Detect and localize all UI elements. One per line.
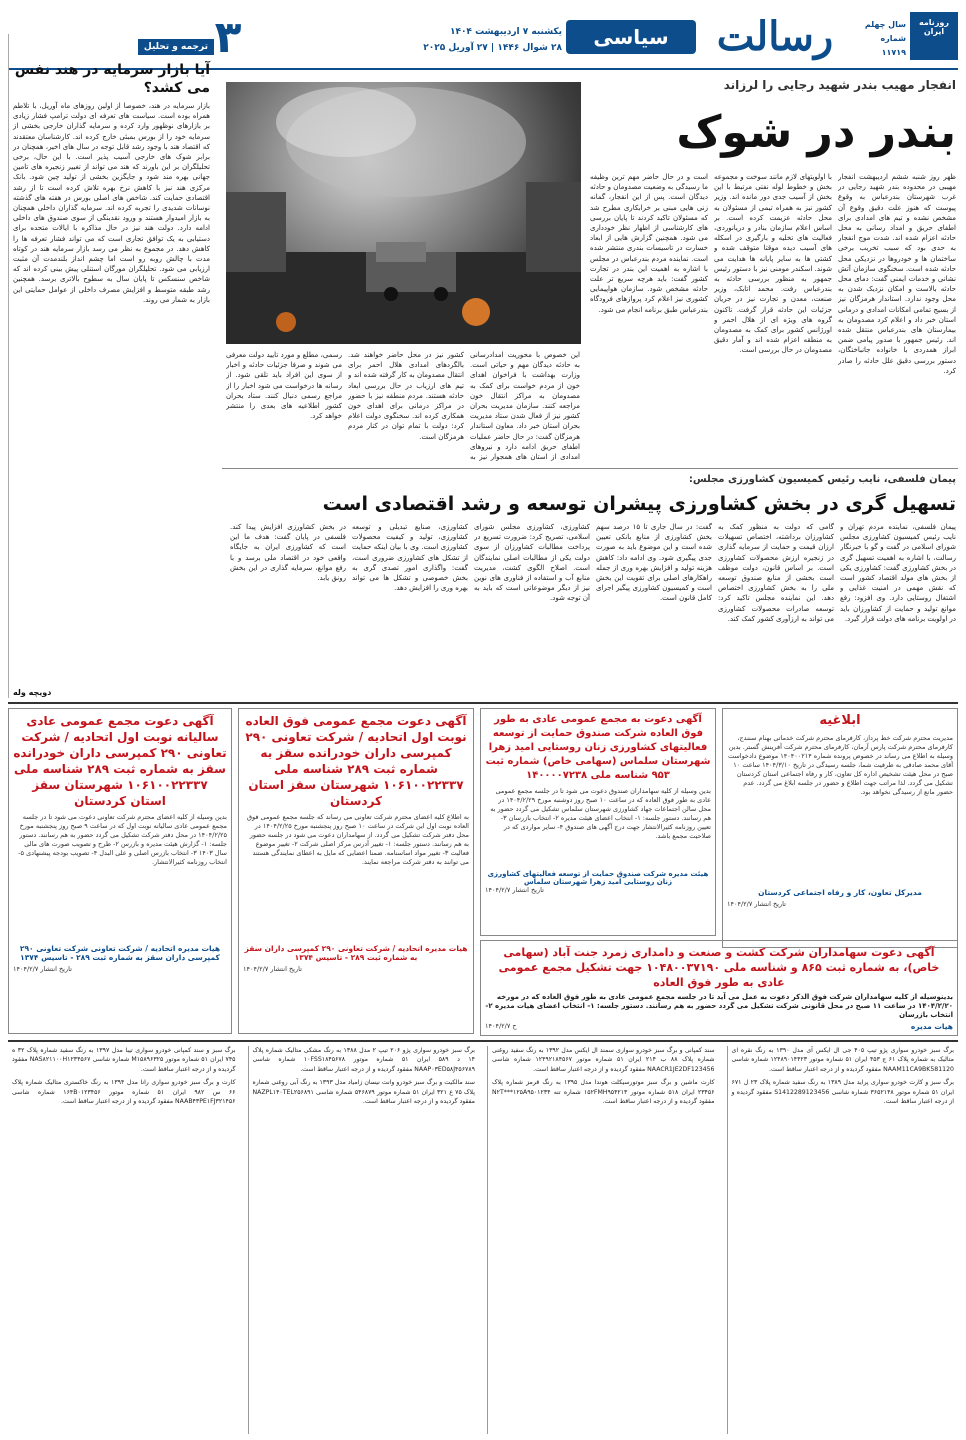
- lead-column-4: این خصوص با محوریت امدادرسانی به حادثه دیدگان مهم و حیاتی است. وزارت بهداشت با فراخوان اهدای خون از مردم خواست برای کمک به مصدومان به مراکز انتقال خون مراجعه کنند. سازمان مدیریت بحران کشور نیز از فعال شدن ستاد مدیریت بحران استان خبر داد. معاون استاندار هرمزگان گفت: در حال حاضر عملیات اطفای حریق ادامه دارد و نیروهای امدادی از استان های همجوار نیز به: [470, 351, 580, 462]
- section-label: سیاسی: [566, 20, 696, 54]
- ad-zomorrod-title: آگهی دعوت سهامداران شرکت کشت و صنعت و دامداری زمرد جنت آباد (سهامی خاص)، به شماره ثبت ۸۶۵ و شناسه ملی ۱۰۴۸۰۰۳۷۱۹۰ جهت تشکیل مجمع عمومی عادی به طور فوق العاده: [498, 946, 940, 989]
- agri-column-5: کشاورزی، صنایع تبدیلی و توسعه کشاورزی، تولید و کیفیت محصولات کشاورزی است. وی با بیان اینکه حمایت از تشکل های کشاورزی ضروری است، گفت: واگذاری امور تصدی گری به بخش خصوصی و تشکل ها می تواند بهره وری را افزایش دهد.: [352, 523, 468, 593]
- classified-column: [248, 1046, 480, 1434]
- explosion-photo-illustration: [226, 82, 581, 344]
- ad-saqqez-ex-date: تاریخ انتشار ۱۴۰۴/۲/۷: [243, 965, 302, 973]
- agri-column-2: گامی که دولت به منظور کمک به کشاورزان برداشته، اختصاص تسهیلات ارزان قیمت و حمایت از سرمایه گذاری در زنجیره ارزش محصولات کشاورزی است. بر اساس قانون، دولت موظف است بخشی از منابع صندوق توسعه ملی را به بخش کشاورزی اختصاص دهد. این نماینده مجلس تاکید کرد: توسعه صادرات محصولات کشاورزی می تواند به ارزآوری کشور کمک کند.: [718, 523, 834, 623]
- ad-notice-body: مدیریت محترم شرکت خط پرداز، کارفرمای محترم شرکت خدماتی بهنام سنندج، کارفرمای محترم شرکت پارس آرمان، کارفرمای محترم شرکت آفرینش گستر. بدین وسیله به اطلاع می رساند در خصوص پرونده شماره ۱۴۰۴۰۰۲۱۴ موضوع دادخواست آقای محمد صادقی به طرفیت شما، جلسه رسیدگی در تاریخ ۱۴۰۴/۳/۱۰ ساعت ۱۰ صبح در محل هیئت تشخیص اداره کل تعاون، کار و رفاه اجتماعی استان کردستان تشکیل می گردد. لذا مراتب جهت اطلاع و حضور در جلسه ابلاغ می گردد. عدم حضور مانع از رسیدگی نخواهد بود.: [727, 734, 953, 796]
- classified-item: برگ سبز خودرو سواری پژو تیپ ۴۰۵ جی ال ایکس آی مدل ۱۳۹۰ به رنگ نقره ای متالیک به شماره پلاک ۶۱ ج ۴۵۳ ایران ۵۱ شماره موتور ۱۲۴۸۹۰۱۴۴۲۳ شماره شاسی NAAM11CA9BK581120 مفقود گردیده و از درجه اعتبار ساقط است.: [731, 1047, 954, 1073]
- ad-saqqez-an-sign: هیات مدیره اتحادیه / شرکت تعاونی شرکت تعاونی ۲۹۰ کمپرسی داران سقز به شماره ثبت ۲۸۹ - تاسیس ۱۳۷۴: [19, 944, 221, 962]
- classified-item: برگ سبز و کارت خودرو سواری پراید مدل ۱۳۸۹ به رنگ سفید شماره پلاک ۲۳ ل ۶۷۱ ایران ۵۱ شماره موتور ۳۶۵۲۱۴۸ شماره شاسی S1412289123456 مفقود گردیده و از درجه اعتبار ساقط است.: [731, 1079, 954, 1106]
- tagline-2: ایران: [923, 27, 945, 36]
- lead-column-2: با اولویتهای لازم مانند سوخت و مجموعه بخش و خطوط لوله نفتی مرتبط با این بخش از آسیب جدی دور مانده اند. وزیر کشور نیز به همراه تیمی از مسئولان به محل حادثه عزیمت کرده است. بر اساس اعلام سازمان بنادر و دریانوردی، فعالیت های تخلیه و بارگیری در اسکله های آسیب دیده موقتا متوقف شده و کشتی ها به سایر پایانه ها هدایت می شوند. اسکندر مومنی نیز با دستور رئیس جمهور به منظور بررسی حادثه به بندرعباس رفت. محمد اتابک، وزیر صنعت، معدن و تجارت نیز در جریان جزئیات این حادثه قرار گرفت. تاکنون گروه های ویژه ای از هلال احمر و اورژانس کشور برای کمک به مصدومان به منطقه اعزام شده اند و آمار دقیق مصدومان در حال بررسی است.: [714, 173, 832, 355]
- agri-column-4: کشاورزی، کشاورزی مجلس شورای اسلامی، تصریح کرد: ضرورت تسریع در پرداخت مطالبات کشاورزان از سوی دولت یکی از مطالبات اصلی نمایندگان است. اصلاح الگوی کشت، مدیریت منابع آب و استفاده از فناوری های نوین نیز از دیگر موضوعاتی است که باید به آن توجه شود.: [474, 523, 590, 603]
- sidebar-label: ترجمه و تحلیل: [138, 39, 214, 55]
- ad-saqqez-extraordinary: [238, 708, 474, 1034]
- lead-column-3: است و در حال حاضر مهم ترین وظیفه ما رسیدگی به وضعیت مصدومان و حادثه دیدگان است. پس از این انفجار، گمانه زنی هایی مبنی بر خرابکاری مطرح شد که مسئولان تاکید کردند تا پایان بررسی های کارشناسی از اظهار نظر خودداری می شود. همچنین گزارش هایی از ابعاد خسارت در تاسیسات بندری منتشر شده است. نماینده مردم بندرعباس در مجلس با اشاره به اهمیت این بندر در تجارت کشور گفت: باید هرچه سریع تر علت حادثه مشخص شود. سازمان هواپیمایی کشوری نیز اعلام کرد پروازهای فرودگاه بندرعباس طبق برنامه انجام می شود.: [590, 173, 708, 314]
- classified-item: کارت ماشین و برگ سبز موتورسیکلت هوندا مدل ۱۳۹۵ به رنگ قرمز شماره پلاک ۲۳۴۵۶ ایران ۵۱۸ شماره موتور ۱۵۲FMH۹۵۴۲۱۳ شماره تنه N۲T***۱۲۵A۹۵۰۱۲۳۴ مفقود گردیده و از درجه اعتبار ساقط است.: [492, 1079, 715, 1106]
- ad-notice-date: تاریخ انتشار ۱۴۰۴/۲/۷: [727, 900, 786, 908]
- sidebar-headline: آیا بازار سرمایه در هند نفس می کشد؟: [14, 62, 210, 96]
- classifieds-grid: [8, 1046, 958, 1434]
- tagline-1: روزنامه: [919, 18, 949, 27]
- lead-column-6: رسمی، مطلع و مورد تایید دولت معرفی می شوند و صرفا جزئیات حادثه و اخبار از سوی این افراد باید تلقی شود. از رسانه ها درخواست می شود اخبار را از مراجع رسمی دنبال کنند. ستاد بحران کشور اطلاعیه های بعدی را منتشر خواهد کرد.: [226, 351, 342, 421]
- classified-column: [727, 1046, 959, 1434]
- divider: [222, 468, 958, 469]
- ad-notice: [722, 708, 958, 948]
- ad-salmas-date: تاریخ انتشار ۱۴۰۴/۲/۷: [485, 886, 544, 894]
- lead-column-1: ظهر روز شنبه ششم اردیبهشت انفجار مهیبی در محدوده بندر شهید رجایی در غرب شهرستان بندرعباس به وقوع پیوست که هنوز علت دقیق وقوع آن مشخص نشده و تیم های امدادی برای اطفای حریق و امداد رسانی به محل حادثه اعزام شده اند. شدت موج انفجار به حدی بود که سبب تخریب برخی ساختمان ها و خودروها در نزدیکی محل حادثه شده است. سخنگوی سازمان آتش نشانی و خدمات ایمنی گفت: دمای محل حادثه بالاست و امکان نزدیک شدن به محل وجود ندارد. استاندار هرمزگان نیز از بسیج تمامی امکانات امدادی و درمانی استان خبر داد و اعلام کرد مصدومان به بیمارستان های بندرعباس منتقل شده اند. رئیس جمهور با صدور پیامی ضمن ابراز همدردی با خانواده جانباختگان، دستور بررسی دقیق علل حادثه را صادر کرد.: [838, 173, 956, 375]
- masthead-tagline: [910, 12, 958, 60]
- classified-item: کارت و برگ سبز خودرو سواری رانا مدل ۱۳۹۴ به رنگ خاکستری متالیک شماره پلاک ۶۶ س ۹۸۲ ایران ۵۱ شماره موتور ۱۶۴B۰۱۲۳۴۵۶ شماره شاسی NAAB۴۳PE۱FJ۳۲۱۴۵۶ مفقود گردیده و از درجه اعتبار ساقط است.: [12, 1079, 236, 1106]
- agri-column-1: پیمان فلسفی، نماینده مردم تهران و نایب رئیس کمیسیون کشاورزی مجلس شورای اسلامی در گفت و گو با خبرنگار رسالت، با اشاره به اهمیت تسهیل گری در بخش کشاورزی گفت: کشاورزی یکی از بخش های مولد اقتصاد کشور است که نقش مهمی در امنیت غذایی و اشتغال روستایی دارد. وی افزود: رفع موانع تولید و حمایت از کشاورزان باید در اولویت برنامه های دولت قرار گیرد.: [840, 523, 956, 623]
- year-label: سال چهلم: [864, 20, 906, 29]
- ad-zomorrod: [480, 940, 958, 1036]
- classified-item: برگ سبز خودرو سواری پژو ۲۰۶ تیپ ۲ مدل ۱۳۸۸ به رنگ مشکی متالیک شماره پلاک ۱۴ د ۵۸۹ ایران ۵۱ شماره موتور ۱۰FSS۱۸۴۵۶۷۸ شماره شاسی NAAP۰۳ED۵۸J۴۵۶۷۸۹ مفقود گردیده و از درجه اعتبار ساقط است.: [252, 1047, 475, 1073]
- ad-saqqez-an-title: آگهی دعوت مجمع عمومی عادی سالیانه نوبت اول اتحادیه / شرکت تعاونی ۲۹۰ کمپرسی داران خودرانده سقز به شماره ثبت ۲۸۹ شناسه ملی ۱۰۶۱۰۰۲۲۳۳۷ شهرستان سقز استان کردستان: [13, 714, 227, 808]
- agri-column-6: در بخش کشاورزی افزایش پیدا کند. فلسفی در پایان گفت: هدف ما این است که کشاورزی ایران به جایگاه واقعی خود در اقتصاد ملی برسد و با رفع موانع، سرمایه گذاری در این بخش رونق یابد.: [230, 523, 346, 583]
- classified-item: سند مالکیت و برگ سبز خودرو وانت نیسان زامیاد مدل ۱۳۹۳ به رنگ آبی روغنی شماره پلاک ۷۵ ع ۳۲۱ ایران ۵۱ شماره موتور ۵۴۶۸۷۹ شماره شاسی NAZPL۱۴۰TEL۲۵۶۸۹۱ مفقود گردیده و از درجه اعتبار ساقط است.: [252, 1079, 475, 1106]
- issue-info: [854, 12, 906, 60]
- brand-logo: رسالت: [716, 13, 834, 60]
- agri-column-3: گفت: در سال جاری تا ۱۵ درصد سهم بخش کشاورزی از منابع بانکی تعیین شده است و این موضوع باید به صورت جدی پیگیری شود. وی ادامه داد: کاهش هزینه تولید و افزایش بهره وری از جمله راهکارهای اصلی برای تقویت این بخش است و کمیسیون کشاورزی پیگیر اجرای کامل قانون است.: [596, 523, 712, 603]
- ad-zomorrod-sign: هیات مدیره: [910, 1022, 953, 1031]
- date-block: [272, 20, 562, 60]
- lead-headline: بندر در شوک: [676, 107, 956, 158]
- page-number: ۳: [214, 12, 242, 63]
- ad-salmas-body: بدین وسیله از کلیه سهامداران صندوق دعوت می شود تا در جلسه مجمع عمومی عادی به طور فوق العاده که در ساعت ۱۰ صبح روز دوشنبه مورخ ۱۴۰۴/۲/۲۹ در محل سالن اجتماعات جهاد کشاورزی شهرستان سلماس تشکیل می گردد حضور به هم رسانند. دستور جلسه: ۱- انتخاب اعضای هیئت مدیره ۲- انتخاب بازرسان ۳- تعیین روزنامه کثیرالانتشار جهت درج آگهی های صندوق ۴- سایر مواردی که در صلاحیت مجمع باشد.: [490, 787, 711, 840]
- classifieds-divider: [8, 1040, 958, 1042]
- classified-item: برگ سبز و سند کمپانی خودرو سواری تیبا مدل ۱۳۹۷ به رنگ سفید شماره پلاک ۳۲ ه ۷۴۵ ایران ۵۱ شماره موتور M۱۵۸۹۶۳۲۵ شماره شاسی NAS۸۲۱۱۰۰H۱۲۳۴۵۶۷ مفقود گردیده و از درجه اعتبار ساقط است.: [12, 1047, 236, 1073]
- ad-notice-title: ابلاغیه: [819, 713, 861, 728]
- ad-saqqez-ex-title: آگهی دعوت مجمع عمومی فوق العاده نوبت اول اتحادیه / شرکت تعاونی ۲۹۰ کمپرسی داران خودرانده سقز به شماره ثبت ۲۸۹ شناسه ملی ۱۰۶۱۰۰۲۲۳۳۷ شهرستان سقز استان کردستان: [245, 714, 467, 808]
- ad-saqqez-ex-body: به اطلاع کلیه اعضای محترم شرکت تعاونی می رساند که جلسه مجمع عمومی فوق العاده نوبت اول این شرکت در ساعت ۱۰ صبح روز پنجشنبه مورخ ۱۴۰۴/۲/۲۵ در محل دفتر شرکت تشکیل می گردد. از سهامداران دعوت می شود در جلسه حضور به هم رسانند. دستور جلسه: ۱- تغییر آدرس مرکز اصلی شرکت ۲- تغییر موضوع فعالیت ۳- تغییر مواد اساسنامه. ضمنا اعضایی که مایل به اعطای نمایندگی هستند می توانند به دفتر شرکت مراجعه نمایند.: [246, 813, 469, 866]
- lead-kicker: انفجار مهیب بندر شهید رجایی را لرزاند: [723, 78, 956, 92]
- ad-notice-sign: مدیرکل تعاون، کار و رفاه اجتماعی کردستان: [758, 888, 922, 897]
- ad-salmas-title: آگهی دعوت به مجمع عمومی عادی به طور فوق العاده شرکت صندوق حمایت از توسعه فعالیتهای کشاورزی زنان روستایی امید زهرا شهرستان سلماس (سهامی خاص) شماره ثبت ۹۵۳ شناسه ملی ۱۴۰۰۰۰۷۲۳۸: [485, 714, 711, 781]
- date-lunar-gregorian: ۲۸ شوال ۱۴۴۶ | ۲۷ آوریل ۲۰۲۵: [423, 43, 562, 53]
- agri-headline: تسهیل گری در بخش کشاورزی پیشران توسعه و رشد اقتصادی است: [322, 493, 956, 515]
- issue-number: شماره ۱۱۷۱۹: [880, 34, 906, 57]
- ad-saqqez-an-date: تاریخ انتشار ۱۴۰۴/۲/۷: [13, 965, 72, 973]
- ad-salmas-sign: هیئت مدیره شرکت صندوق حمایت از توسعه فعالیتهای کشاورزی زنان روستایی امید زهرا شهرستان سلماس: [487, 870, 709, 886]
- ad-saqqez-an-body: بدین وسیله از کلیه اعضای محترم شرکت تعاونی دعوت می شود تا در جلسه مجمع عمومی عادی سالیانه نوبت اول که در ساعت ۹ صبح روز پنجشنبه مورخ ۱۴۰۴/۲/۲۵ در محل دفتر شرکت تشکیل می گردد حضور به هم رسانند. دستور جلسه: ۱- گزارش هیئت مدیره و بازرس ۲- طرح و تصویب صورت های مالی سال ۱۴۰۳ ۳- انتخاب بازرس اصلی و علی البدل ۴- تصویب بودجه پیشنهادی ۵- انتخاب روزنامه کثیرالانتشار.: [18, 813, 227, 866]
- ad-saqqez-ex-sign: هیات مدیره اتحادیه / شرکت تعاونی ۲۹۰ کمپرسی داران سقز به شماره ثبت ۲۸۹ - تاسیس ۱۳۷۴: [244, 944, 468, 962]
- agri-kicker: پیمان فلسفی، نایب رئیس کمیسیون کشاورزی مجلس:: [688, 474, 956, 485]
- date-persian: یکشنبه ۷ اردیبهشت ۱۴۰۴: [449, 27, 562, 37]
- ad-zomorrod-date: ح ۱۴۰۴/۲/۷: [485, 1022, 517, 1030]
- lead-column-5: کشور نیز در محل حاضر خواهند شد. بالگردهای امدادی هلال احمر برای انتقال مصدومان به کار گرفته شده اند و تیم های ارزیاب در حال بررسی ابعاد حادثه هستند. مردم منطقه نیز با حضور در مراکز درمانی برای اهدای خون همکاری کرده اند. سخنگوی دولت اعلام کرد: دولت با تمام توان در کنار مردم هرمزگان است.: [348, 351, 464, 441]
- classified-item: سند کمپانی و برگ سبز خودرو سواری سمند ال ایکس مدل ۱۳۹۲ به رنگ سفید روغنی شماره پلاک ۸۸ ب ۲۱۴ ایران ۵۱ شماره موتور ۱۲۴۹۲۱۸۴۵۶۷ شماره شاسی NAACR1JE2DF123456 مفقود گردیده و از درجه اعتبار ساقط است.: [492, 1047, 715, 1073]
- lead-photo: [226, 82, 581, 344]
- analysis-sidebar: [8, 34, 214, 698]
- ads-divider: [8, 702, 958, 704]
- sidebar-source: دویچه وله: [13, 688, 52, 697]
- sidebar-body: بازار سرمایه در هند، خصوصا از اولین روزهای ماه آوریل، با تلاطم همراه بوده است. سیاست های تعرفه ای دولت ترامپ فشار زیادی بر بازارهای نوظهور وارد کرده و سرمایه گذاران خارجی بخشی از سرمایه خود را از بورس بمبئی خارج کرده اند. کارشناسان معتقدند که اقتصاد هند با وجود رشد قابل توجه در سال های اخیر، همچنان در برابر شوک های خارجی آسیب پذیر است. با این حال، برخی تحلیلگران بر این باورند که هند می تواند از تغییر زنجیره های تامین جهانی بهره مند شود و جایگزین بخشی از تولید چین شود. بانک مرکزی هند نیز با کاهش نرخ بهره تلاش کرده است تا از رشد اقتصادی حمایت کند. شاخص های اصلی بورس در هفته های گذشته نوسانات شدیدی را تجربه کرده اند. سرمایه گذاران داخلی همچنان به بازار امیدوار هستند و ورود نقدینگی از سوی صندوق های داخلی ادامه دارد. دولت هند نیز در حال مذاکره با ایالات متحده برای دستیابی به یک توافق تجاری است که می تواند فشار تعرفه ها را کاهش دهد. در مجموع به نظر می رسد بازار سرمایه هند در کوتاه مدت با چالش روبه رو است اما چشم انداز بلندمدت آن مثبت ارزیابی می شود. تحلیلگران مورگان استنلی پیش بینی کرده اند که شاخص سنسکس تا پایان سال به سطوح بالاتری برسد. همچنین رشد طبقه متوسط و افزایش مصرف داخلی از عوامل حمایتی این بازار به شمار می روند.: [13, 102, 210, 304]
- classified-column: [8, 1046, 240, 1434]
- ad-zomorrod-body: بدینوسیله از کلیه سهامداران شرکت فوق الذکر دعوت به عمل می آید تا در جلسه مجمع عمومی عادی به طور فوق العاده که در مورخه ۱۴۰۴/۲/۲۰ در ساعت ۱۱ صبح در محل قانونی شرکت تشکیل می گردد حضور به هم رسانند. دستور جلسه: ۱- انتخاب اعضای هیات مدیره ۲- انتخاب بازرسان: [485, 993, 953, 1019]
- classified-column: [487, 1046, 719, 1434]
- ad-salmas: [480, 708, 716, 936]
- ad-saqqez-annual: [8, 708, 232, 1034]
